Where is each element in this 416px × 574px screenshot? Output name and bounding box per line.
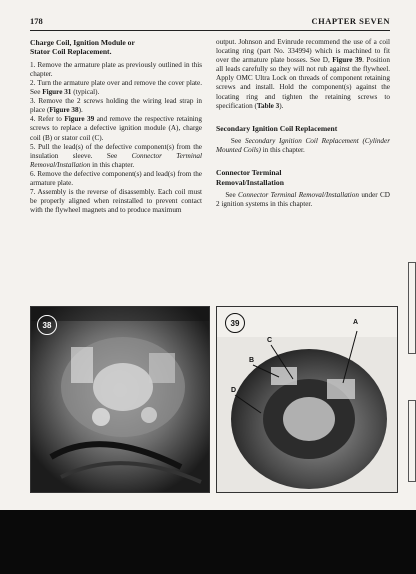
paragraph-secondary-coil: See Secondary Ignition Coil Replacement (Cylinder Mounted Coils) in this chapter. bbox=[216, 137, 390, 155]
scan-edge-mark-upper bbox=[408, 262, 416, 354]
armature-plate-photo-illustration bbox=[31, 307, 209, 492]
page-header bbox=[30, 14, 390, 31]
step-7: 7. Assembly is the reverse of disassembly. Each coil must be properly aligned when reinstalled to prevent contact with the flywheel magnets and to produce maximum bbox=[30, 188, 202, 215]
callout-c: C bbox=[267, 337, 273, 344]
figure-39-number: 39 bbox=[225, 313, 245, 333]
right-column bbox=[216, 38, 390, 209]
page-number: 178 bbox=[30, 16, 43, 26]
section-title-connector-terminal: Connector Terminal Removal/Installation bbox=[216, 168, 284, 187]
figure-38-number: 38 bbox=[37, 315, 57, 335]
step-4: 4. Refer to Figure 39 and remove the respective retaining screws to replace a defective ignition module (A), charge coil (B) or stator coil (C). bbox=[30, 115, 202, 142]
step-5: 5. Pull the lead(s) of the defective component(s) from the insulation sleeve. See Connector Terminal Removal/Installation in this chapter. bbox=[30, 142, 202, 169]
step-6: 6. Remove the defective component(s) and lead(s) from the armature plate. bbox=[30, 169, 202, 188]
figure-39-photo bbox=[216, 306, 398, 493]
figure-38-photo bbox=[30, 306, 210, 493]
section-title-charge-coil: Charge Coil, Ignition Module or Stator Coil Replacement. bbox=[30, 38, 135, 57]
callout-a: A bbox=[353, 319, 359, 326]
scan-edge-mark-lower bbox=[408, 400, 416, 482]
scan-bottom-edge bbox=[0, 510, 416, 574]
callout-d: D bbox=[231, 387, 237, 394]
left-column bbox=[30, 38, 202, 215]
chapter-title: CHAPTER SEVEN bbox=[311, 16, 390, 26]
paragraph-output: output. Johnson and Evinrude recommend the use of a coil locating ring (part No. 334994) which is machined to fit over the armature plate bosses. See D, Figure 39. Position all leads carefully so they will not rub against the flywheel. Apply OMC Ultra Lock on threads of component retaining screws and install. Hold the component(s) against the locating ring and tighten the retaining screws to specification (Table 3). bbox=[216, 38, 390, 110]
section-title-secondary-coil: Secondary Ignition Coil Replacement bbox=[216, 123, 338, 133]
step-3: 3. Remove the 2 screws holding the wiring lead strap in place (Figure 38). bbox=[30, 97, 202, 115]
step-1: 1. Remove the armature plate as previously outlined in this chapter. bbox=[30, 60, 202, 78]
ignition-module-photo-illustration bbox=[217, 307, 397, 492]
paragraph-connector-terminal: See Connector Terminal Removal/Installation under CD 2 ignition systems in this chapter. bbox=[216, 191, 390, 209]
step-2: 2. Turn the armature plate over and remove the cover plate. See Figure 31 (typical). bbox=[30, 79, 202, 97]
callout-b: B bbox=[249, 357, 255, 364]
